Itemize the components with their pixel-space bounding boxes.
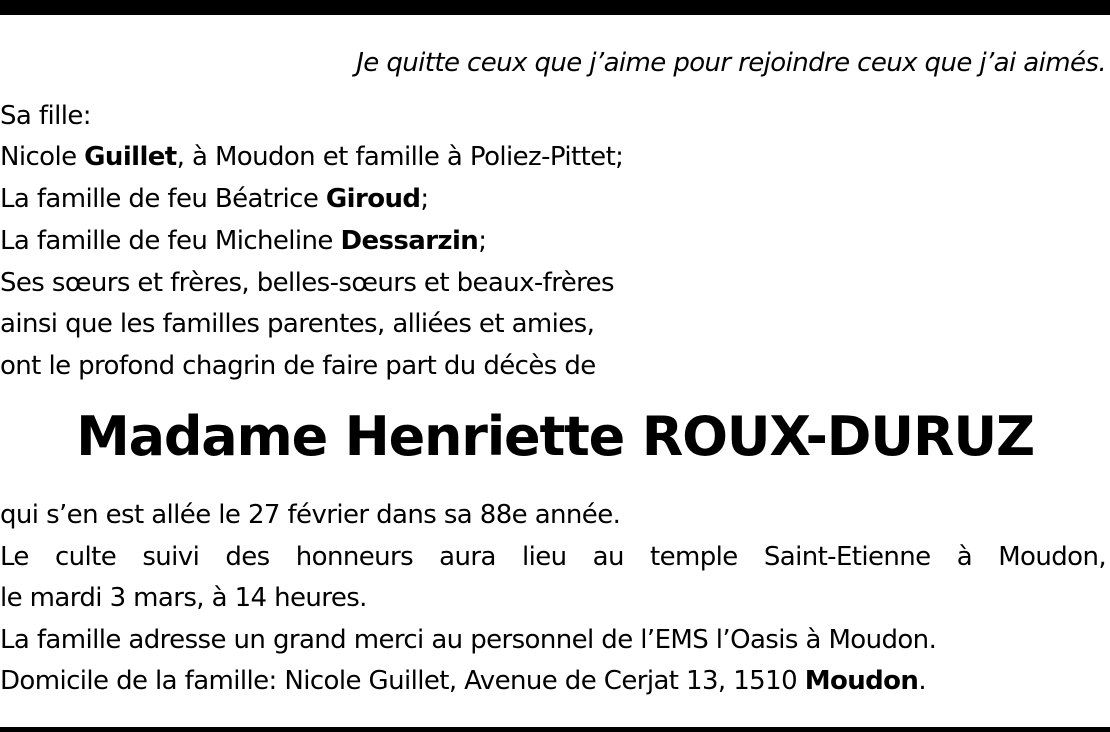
family-line-siblings: Ses sœurs et frères, belles-sœurs et beaux-frères xyxy=(0,268,614,298)
family-line-announcement: ont le profond chagrin de faire part du décès de xyxy=(0,351,596,381)
details-line-address: Domicile de la famille: Nicole Guillet, Avenue de Cerjat 13, 1510 Moudon. xyxy=(0,666,926,696)
family-line-dessarzin: La famille de feu Micheline Dessarzin; xyxy=(0,226,487,256)
details-line-time: le mardi 3 mars, à 14 heures. xyxy=(0,583,367,613)
family-line-daughter: Nicole Guillet, à Moudon et famille à Poliez-Pittet; xyxy=(0,142,624,172)
deceased-name-heading: Madame Henriette ROUX-DURUZ xyxy=(76,405,1034,468)
details-line-date: qui s’en est allée le 27 février dans sa 88e année. xyxy=(0,500,621,530)
details-line-service: Le culte suivi des honneurs aura lieu au temple Saint-Etienne à Moudon, xyxy=(0,542,1106,572)
surname-dessarzin: Dessarzin xyxy=(340,226,479,256)
top-border-rule xyxy=(0,0,1110,15)
epigraph-quote: Je quitte ceux que j’aime pour rejoindre ceux que j’ai aimés. xyxy=(356,48,1106,78)
surname-guillet: Guillet xyxy=(84,142,177,172)
bottom-border-rule xyxy=(0,727,1110,732)
surname-giroud: Giroud xyxy=(325,184,421,214)
family-line-giroud: La famille de feu Béatrice Giroud; xyxy=(0,184,429,214)
city-moudon: Moudon xyxy=(804,666,919,696)
family-line-relatives: ainsi que les familles parentes, alliées et amies, xyxy=(0,309,595,339)
details-line-thanks: La famille adresse un grand merci au personnel de l’EMS l’Oasis à Moudon. xyxy=(0,625,937,655)
family-intro: Sa fille: xyxy=(0,101,91,131)
